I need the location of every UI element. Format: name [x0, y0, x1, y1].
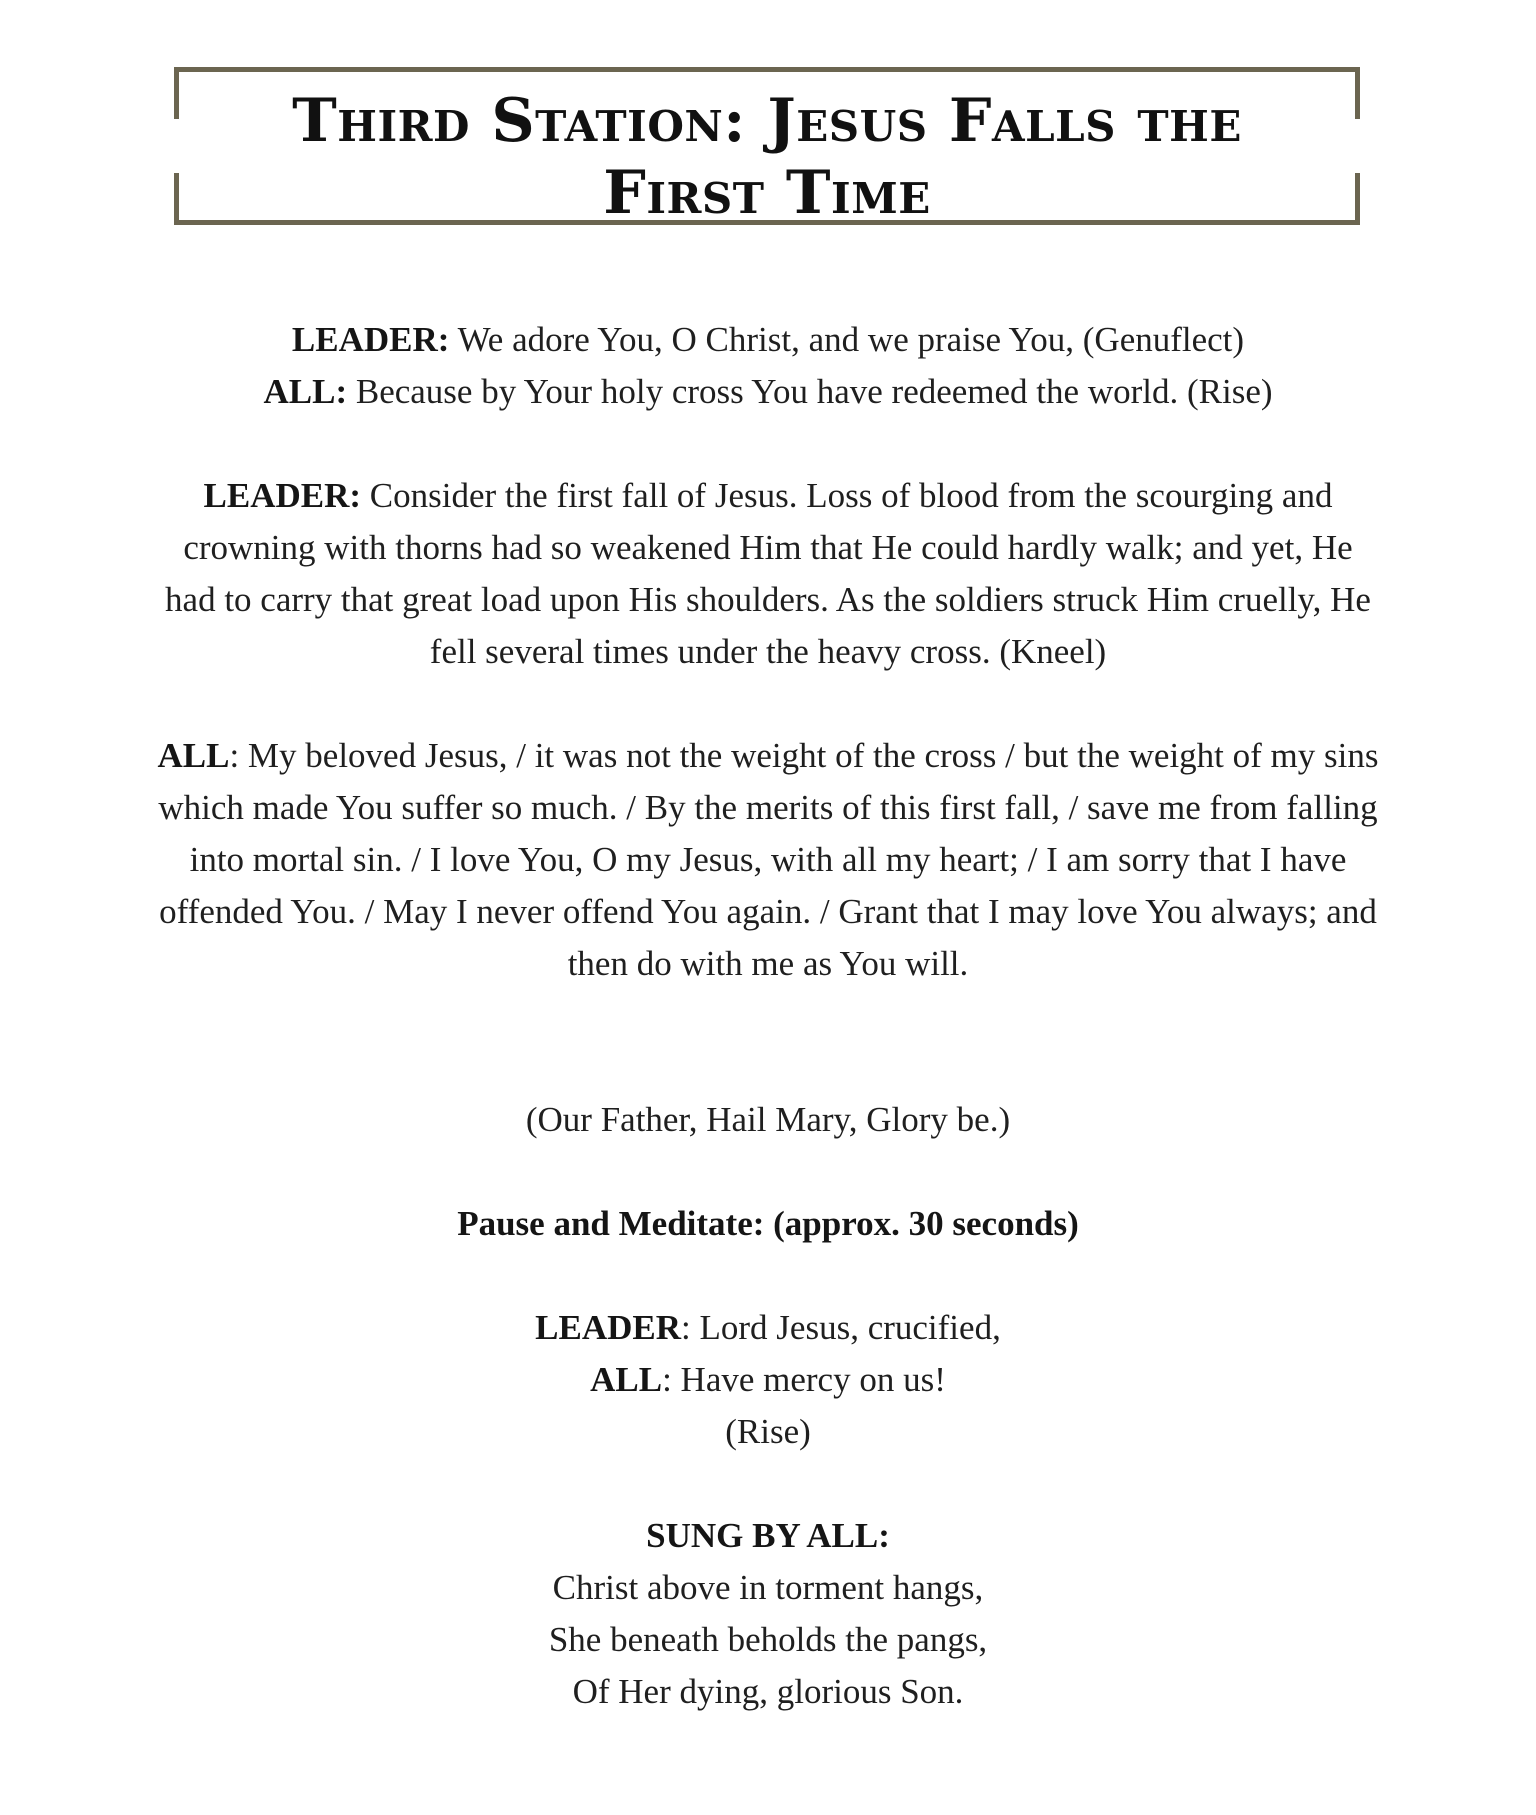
opening-leader-line [118, 314, 1418, 366]
document-body [118, 314, 1418, 1718]
meditation-line: fell several times under the heavy cross. (Kneel) [429, 632, 1107, 671]
hymn-line: She beneath beholds the pangs, [548, 1620, 988, 1659]
title-frame [174, 67, 1360, 228]
speaker-label: LEADER [535, 1308, 682, 1347]
opening-all-text: Because by Your holy cross You have redeemed the world. (Rise) [347, 372, 1273, 411]
pause-instruction: Pause and Meditate: (approx. 30 seconds) [457, 1204, 1079, 1243]
prayer-line: offended You. / May I never offend You again. / Grant that I may love You always; and [159, 892, 1377, 931]
page-title [174, 85, 1360, 229]
hymn-line: Of Her dying, glorious Son. [572, 1672, 964, 1711]
hymn-verse [118, 1562, 1418, 1718]
meditation-paragraph [118, 470, 1418, 678]
speaker-label: LEADER: [291, 320, 450, 359]
closing-leader-line [118, 1302, 1418, 1354]
opening-all-line [118, 366, 1418, 418]
closing-leader-text: : Lord Jesus, crucified, [681, 1308, 1001, 1347]
prayer-paragraph [118, 730, 1418, 990]
closing-all-line [118, 1354, 1418, 1406]
meditation-line: crowning with thorns had so weakened Him that He could hardly walk; and yet, He [183, 528, 1353, 567]
title-line-2: First Time [603, 158, 931, 228]
opening-leader-text: We adore You, O Christ, and we praise You, (Genuflect) [449, 320, 1245, 359]
title-line-1: Third Station: Jesus Falls the [292, 86, 1242, 156]
hymn-heading: SUNG BY ALL: [646, 1516, 890, 1555]
frame-top-border [174, 67, 1360, 72]
prayer-line: which made You suffer so much. / By the merits of this first fall, / save me from falling [158, 788, 1378, 827]
speaker-label: ALL [157, 736, 230, 775]
speaker-label: ALL: [263, 372, 348, 411]
hymn-line: Christ above in torment hangs, [552, 1568, 984, 1607]
meditation-line: had to carry that great load upon His shoulders. As the soldiers struck Him cruelly, He [165, 580, 1371, 619]
prayer-line: into mortal sin. / I love You, O my Jesus, with all my heart; / I am sorry that I have [189, 840, 1347, 879]
prayer-line: ALL: My beloved Jesus, / it was not the weight of the cross / but the weight of my sins [157, 736, 1379, 775]
speaker-label: LEADER: [203, 476, 362, 515]
meditation-line: LEADER: Consider the first fall of Jesus. Loss of blood from the scourging and [203, 476, 1333, 515]
speaker-label: ALL [590, 1360, 663, 1399]
closing-rise: (Rise) [725, 1412, 811, 1451]
prayers-note: (Our Father, Hail Mary, Glory be.) [525, 1100, 1011, 1139]
closing-all-text: : Have mercy on us! [662, 1360, 946, 1399]
prayer-line: then do with me as You will. [567, 944, 969, 983]
